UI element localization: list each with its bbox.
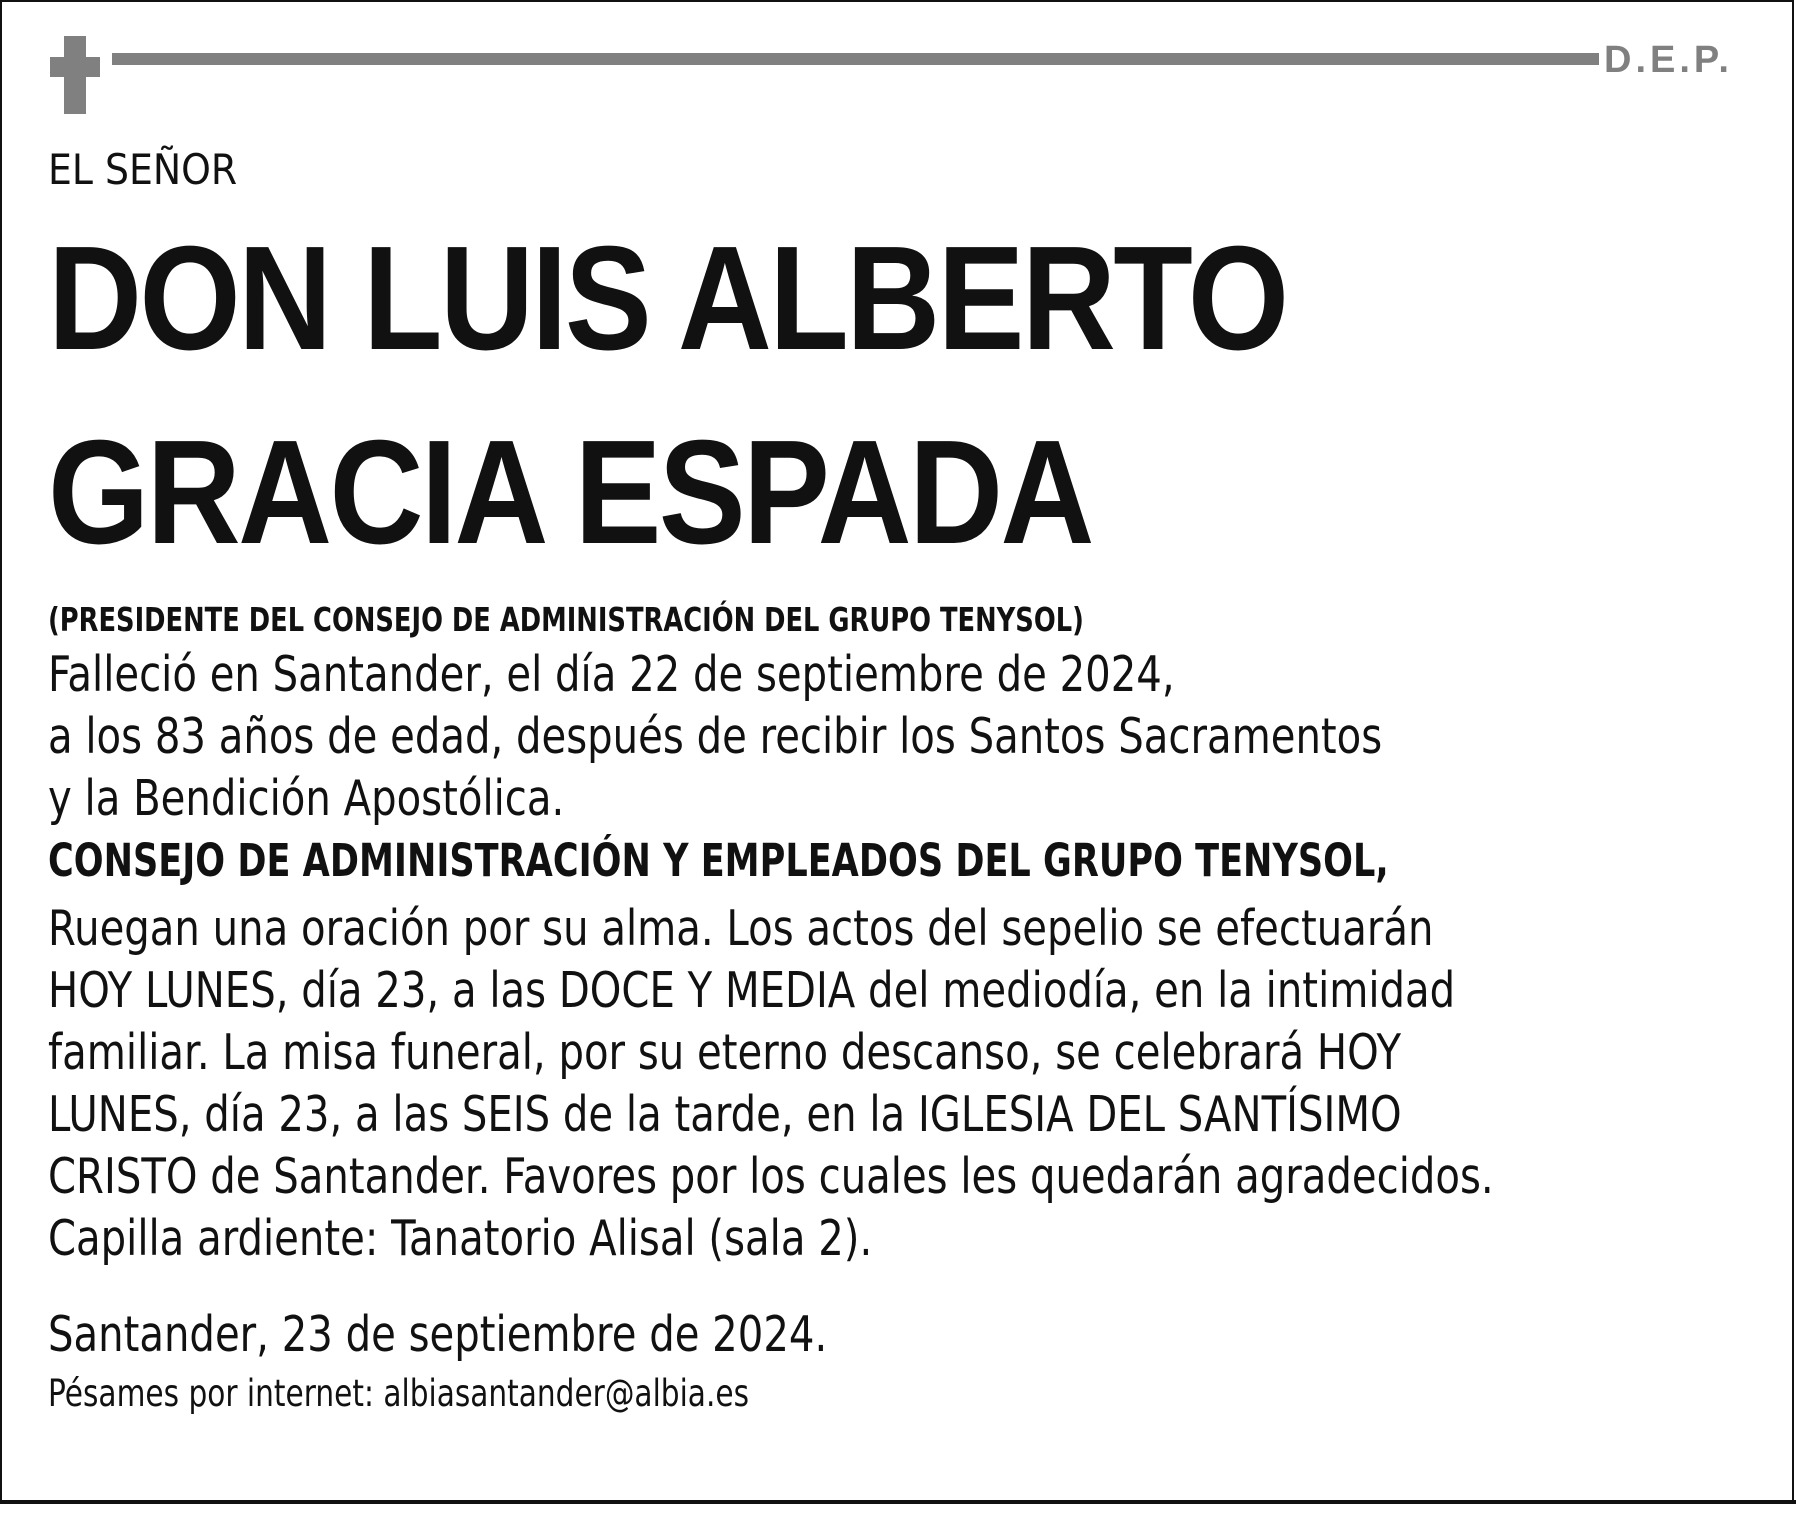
death-line: y la Bendición Apostólica.: [48, 770, 565, 827]
service-line: HOY LUNES, día 23, a las DOCE Y MEDIA del mediodía, en la intimidad: [48, 962, 1456, 1019]
death-line: a los 83 años de edad, después de recibir los Santos Sacramentos: [48, 708, 1383, 765]
bottom-rule: [0, 1500, 1796, 1504]
condolences-email: Pésames por internet: albiasantander@albia.es: [48, 1372, 749, 1415]
honorific: EL SEÑOR: [48, 145, 238, 194]
latin-cross-icon: [50, 36, 100, 114]
service-details: [48, 898, 1748, 1270]
deceased-name-line2: GRACIA ESPADA: [48, 410, 1092, 575]
deceased-role: (PRESIDENTE DEL CONSEJO DE ADMINISTRACIÓN DEL GRUPO TENYSOL): [48, 600, 1084, 639]
deceased-name-line1: DON LUIS ALBERTO: [48, 216, 1287, 381]
header-rule: [112, 53, 1599, 65]
obituary-content: [48, 142, 1748, 1418]
service-line: Capilla ardiente: Tanatorio Alisal (sala 2).: [48, 1210, 873, 1267]
mourners: CONSEJO DE ADMINISTRACIÓN Y EMPLEADOS DEL GRUPO TENYSOL,: [48, 834, 1389, 887]
service-line: CRISTO de Santander. Favores por los cuales les quedarán agradecidos.: [48, 1148, 1494, 1205]
cross-horizontal-bar: [50, 57, 100, 77]
service-line: familiar. La misa funeral, por su eterno descanso, se celebrará HOY: [48, 1024, 1402, 1081]
dep-label: D.E.P.: [1604, 39, 1733, 81]
death-line: Falleció en Santander, el día 22 de septiembre de 2024,: [48, 646, 1175, 703]
service-line: Ruegan una oración por su alma. Los actos del sepelio se efectuarán: [48, 900, 1434, 957]
death-details: [48, 644, 1748, 830]
service-line: LUNES, día 23, a las SEIS de la tarde, en la IGLESIA DEL SANTÍSIMO: [48, 1086, 1402, 1143]
place-date: Santander, 23 de septiembre de 2024.: [48, 1306, 828, 1363]
